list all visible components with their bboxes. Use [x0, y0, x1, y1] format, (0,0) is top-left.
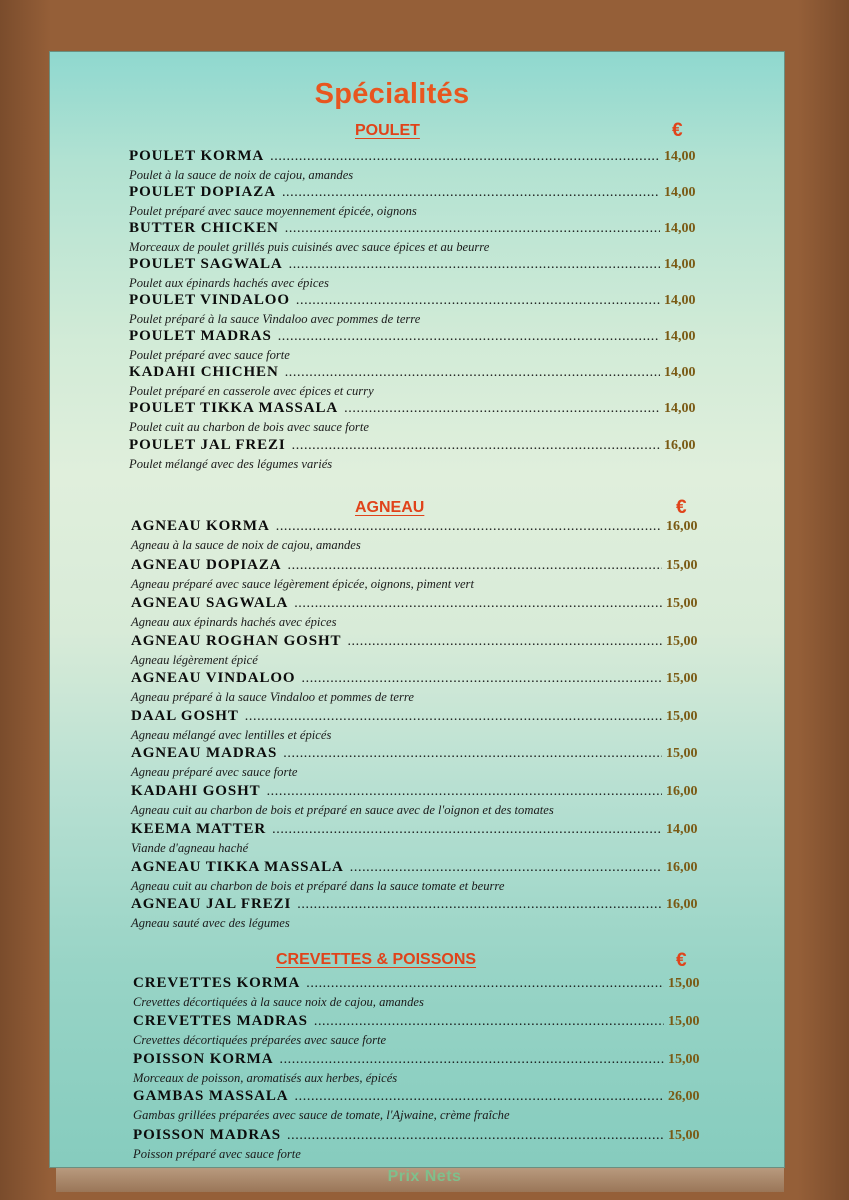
- dish-price: 14,00: [664, 365, 696, 380]
- menu-item: [131, 518, 662, 553]
- dot-leader: [294, 596, 662, 612]
- dish-name: KEEMA MATTER: [131, 821, 267, 837]
- dish-name: GAMBAS MASSALA: [133, 1088, 289, 1104]
- dot-leader: [306, 976, 664, 992]
- dish-name: BUTTER CHICKEN: [129, 220, 279, 236]
- dish-description: Poisson préparé avec sauce forte: [133, 1147, 301, 1161]
- dot-leader: [276, 519, 662, 535]
- dot-leader: [314, 1014, 664, 1030]
- dot-leader: [287, 1128, 664, 1144]
- menu-item: [133, 1013, 664, 1048]
- dish-description: Gambas grillées préparées avec sauce de tomate, l'Ajwaine, crème fraîche: [133, 1108, 510, 1122]
- dish-name: AGNEAU DOPIAZA: [131, 557, 282, 573]
- dish-price: 15,00: [666, 558, 698, 573]
- dish-description: Poulet préparé à la sauce Vindaloo avec pommes de terre: [129, 312, 421, 326]
- dish-description: Morceaux de poisson, aromatisés aux herbes, épicés: [133, 1071, 398, 1085]
- dish-name: POISSON MADRAS: [133, 1127, 282, 1143]
- dish-name: AGNEAU VINDALOO: [131, 670, 296, 686]
- dish-price: 14,00: [664, 293, 696, 308]
- dot-leader: [350, 860, 662, 876]
- section-title: POULET: [355, 122, 420, 139]
- dot-leader: [272, 822, 662, 838]
- dish-description: Poulet aux épinards hachés avec épices: [129, 276, 329, 290]
- dish-description: Poulet préparé avec sauce moyennement épicée, oignons: [129, 204, 417, 218]
- dish-description: Agneau préparé avec sauce forte: [131, 765, 298, 779]
- dish-name: POULET KORMA: [129, 148, 265, 164]
- currency-symbol: €: [672, 120, 683, 141]
- menu-item: [131, 708, 662, 743]
- dish-price: 16,00: [666, 784, 698, 799]
- dish-name: AGNEAU JAL FREZI: [131, 896, 292, 912]
- dish-price: 15,00: [666, 709, 698, 724]
- dish-description: Agneau sauté avec des légumes: [131, 916, 290, 930]
- dish-price: 26,00: [668, 1089, 700, 1104]
- dish-price: 16,00: [664, 438, 696, 453]
- dot-leader: [285, 221, 660, 237]
- menu-item: [129, 328, 660, 363]
- dish-description: Poulet préparé en casserole avec épices et curry: [129, 384, 374, 398]
- menu-item: [131, 595, 662, 630]
- dish-name: POULET TIKKA MASSALA: [129, 400, 339, 416]
- menu-item: [129, 400, 660, 435]
- menu-item: [131, 783, 662, 818]
- dish-price: 15,00: [668, 976, 700, 991]
- dot-leader: [292, 438, 660, 454]
- page-title: Spécialités: [314, 78, 470, 110]
- dot-leader: [295, 1089, 664, 1105]
- dish-name: POULET VINDALOO: [129, 292, 290, 308]
- dot-leader: [270, 149, 660, 165]
- dish-price: 14,00: [666, 822, 698, 837]
- menu-item: [133, 1127, 664, 1162]
- dish-price: 15,00: [666, 596, 698, 611]
- dot-leader: [289, 257, 660, 273]
- dish-price: 14,00: [664, 257, 696, 272]
- menu-item: [133, 1088, 664, 1123]
- dot-leader: [267, 784, 662, 800]
- dot-leader: [285, 365, 660, 381]
- dish-description: Agneau préparé avec sauce légèrement épicée, oignons, piment vert: [131, 577, 474, 591]
- menu-item: [131, 670, 662, 705]
- dish-price: 15,00: [668, 1014, 700, 1029]
- dot-leader: [282, 185, 660, 201]
- menu-item: [129, 437, 660, 472]
- dish-name: CREVETTES MADRAS: [133, 1013, 308, 1029]
- currency-symbol: €: [676, 497, 687, 518]
- dish-price: 16,00: [666, 519, 698, 534]
- menu-item: [133, 1051, 664, 1086]
- dish-name: DAAL GOSHT: [131, 708, 239, 724]
- dot-leader: [283, 746, 662, 762]
- dish-name: POULET DOPIAZA: [129, 184, 276, 200]
- menu-item: [129, 256, 660, 291]
- currency-symbol: €: [676, 950, 687, 971]
- dish-description: Agneau préparé à la sauce Vindaloo et pommes de terre: [131, 690, 414, 704]
- menu-item: [131, 557, 662, 592]
- dot-leader: [297, 897, 662, 913]
- menu-item: [131, 745, 662, 780]
- dot-leader: [347, 634, 662, 650]
- section-title: AGNEAU: [355, 499, 425, 516]
- menu-item: [129, 292, 660, 327]
- dish-description: Agneau cuit au charbon de bois et préparé en sauce avec de l'oignon et des tomates: [131, 803, 554, 817]
- dish-price: 15,00: [668, 1128, 700, 1143]
- dish-name: POULET JAL FREZI: [129, 437, 286, 453]
- dot-leader: [288, 558, 662, 574]
- menu-item: [133, 975, 664, 1010]
- dish-name: AGNEAU TIKKA MASSALA: [131, 859, 344, 875]
- dish-price: 15,00: [666, 634, 698, 649]
- dot-leader: [245, 709, 662, 725]
- dish-price: 16,00: [666, 860, 698, 875]
- dish-price: 14,00: [664, 185, 696, 200]
- dish-name: POULET SAGWALA: [129, 256, 283, 272]
- dish-description: Morceaux de poulet grillés puis cuisinés avec sauce épices et au beurre: [129, 240, 490, 254]
- dish-name: AGNEAU SAGWALA: [131, 595, 289, 611]
- dish-price: 15,00: [668, 1052, 700, 1067]
- dish-description: Agneau cuit au charbon de bois et préparé dans la sauce tomate et beurre: [131, 879, 505, 893]
- dish-description: Poulet mélangé avec des légumes variés: [129, 457, 333, 471]
- dish-price: 14,00: [664, 329, 696, 344]
- footer-note: Prix Nets: [387, 1168, 462, 1185]
- dish-name: KADAHI CHICHEN: [129, 364, 279, 380]
- dish-description: Poulet à la sauce de noix de cajou, amandes: [129, 168, 354, 182]
- menu-item: [131, 821, 662, 856]
- dish-name: AGNEAU MADRAS: [131, 745, 278, 761]
- dot-leader: [278, 329, 660, 345]
- menu-item: [129, 148, 660, 183]
- dish-price: 16,00: [666, 897, 698, 912]
- dot-leader: [296, 293, 660, 309]
- menu-item: [131, 633, 662, 668]
- dish-description: Crevettes décortiquées à la sauce noix de cajou, amandes: [133, 995, 424, 1009]
- dot-leader: [302, 671, 663, 687]
- dish-name: AGNEAU KORMA: [131, 518, 270, 534]
- dish-description: Poulet cuit au charbon de bois avec sauce forte: [129, 420, 369, 434]
- dish-name: POULET MADRAS: [129, 328, 272, 344]
- dish-price: 14,00: [664, 401, 696, 416]
- dish-description: Poulet préparé avec sauce forte: [129, 348, 290, 362]
- dot-leader: [279, 1052, 664, 1068]
- dot-leader: [344, 401, 660, 417]
- dish-name: CREVETTES KORMA: [133, 975, 301, 991]
- menu-item: [131, 859, 662, 894]
- dish-price: 14,00: [664, 149, 696, 164]
- dish-name: KADAHI GOSHT: [131, 783, 261, 799]
- dish-price: 15,00: [666, 671, 698, 686]
- dish-description: Agneau à la sauce de noix de cajou, amandes: [131, 538, 361, 552]
- menu-item: [129, 184, 660, 219]
- menu-item: [131, 896, 662, 931]
- dish-price: 14,00: [664, 221, 696, 236]
- dish-name: POISSON KORMA: [133, 1051, 274, 1067]
- dish-description: Crevettes décortiquées préparées avec sauce forte: [133, 1033, 387, 1047]
- menu-item: [129, 364, 660, 399]
- dish-price: 15,00: [666, 746, 698, 761]
- section-title: CREVETTES & POISSONS: [276, 951, 477, 968]
- dish-description: Viande d'agneau haché: [131, 841, 249, 855]
- dish-description: Agneau mélangé avec lentilles et épicés: [131, 728, 332, 742]
- dish-description: Agneau aux épinards hachés avec épices: [131, 615, 337, 629]
- menu-item: [129, 220, 660, 255]
- dish-name: AGNEAU ROGHAN GOSHT: [131, 633, 342, 649]
- dish-description: Agneau légèrement épicé: [131, 653, 258, 667]
